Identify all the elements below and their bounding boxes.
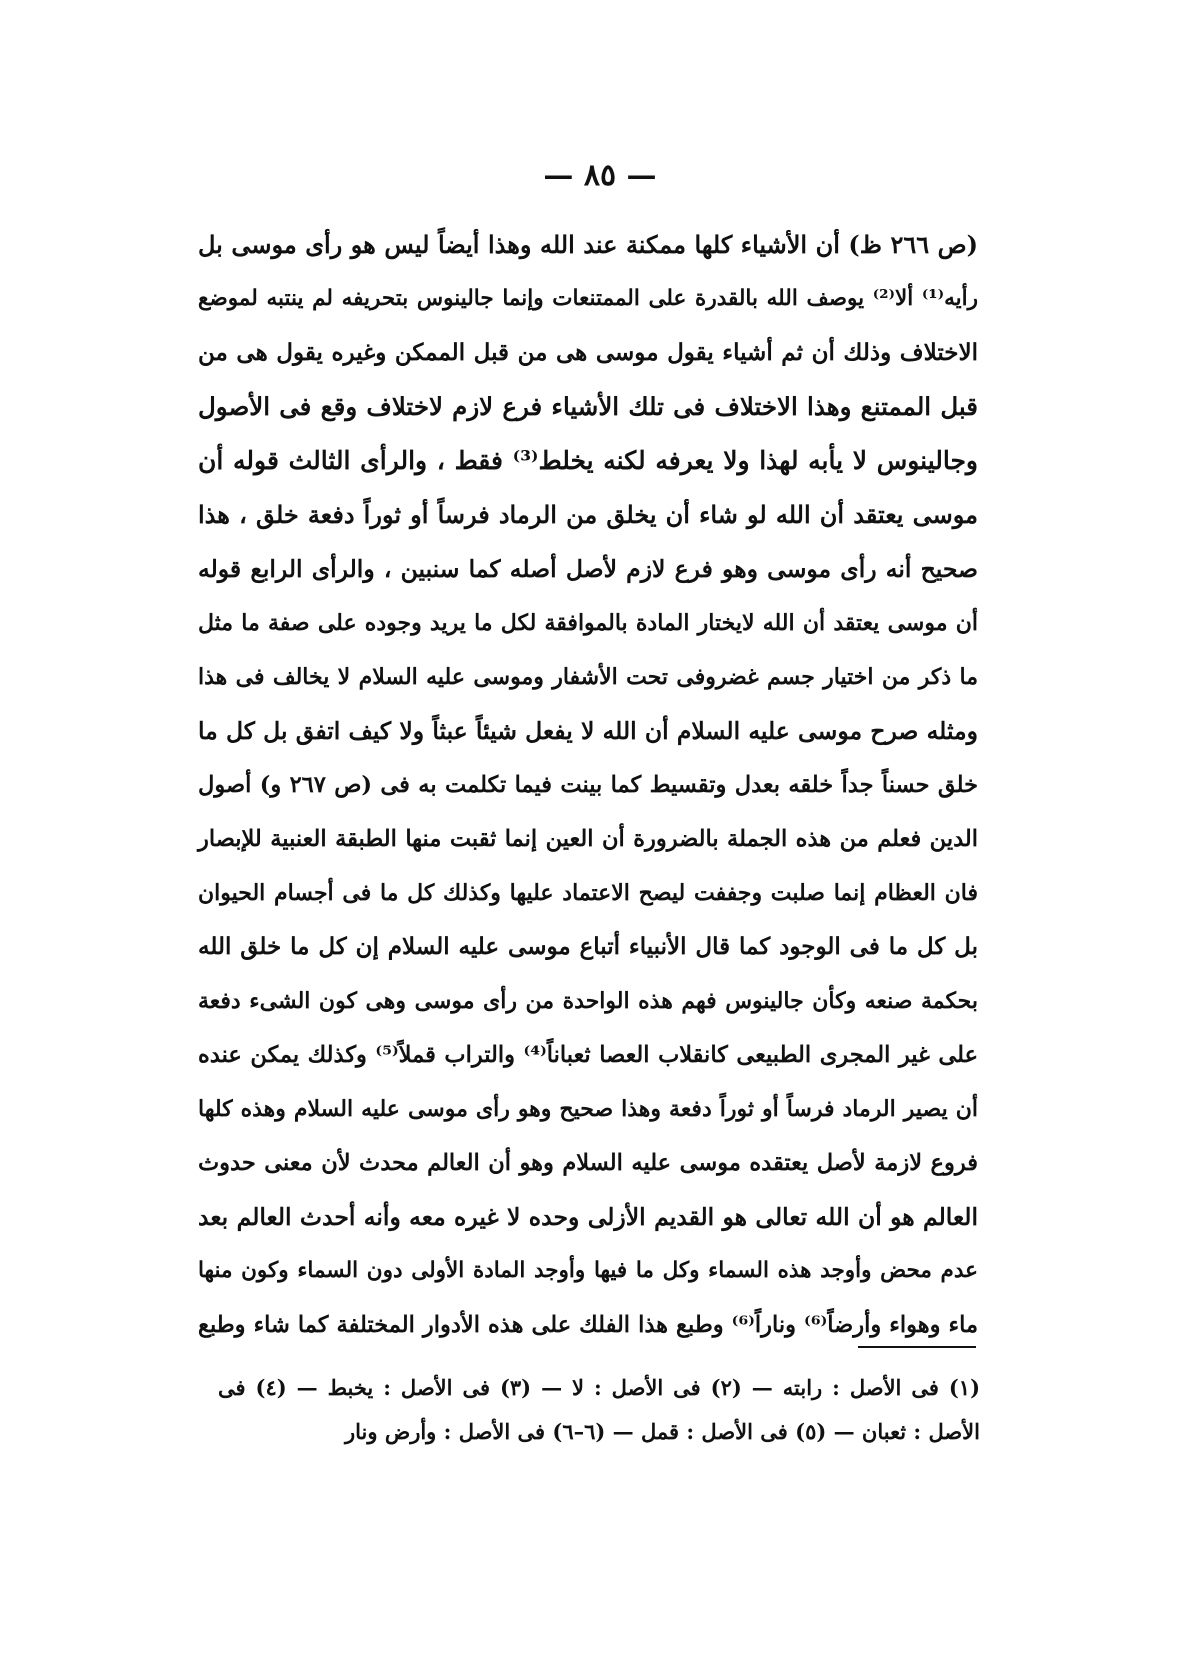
footnotes-block (218, 1366, 980, 1454)
text-line: رأيه⁽¹⁾ ألا⁽²⁾ يوصف الله بالقدرة على الممتنعات وإنما جالينوس بتحريفه لم ينتبه لموضع (198, 286, 978, 311)
text-line: بل كل ما فى الوجود كما قال الأنبياء أتباع موسى عليه السلام إن كل ما خلق الله (198, 933, 978, 960)
page-number: — ٨٥ — (543, 158, 657, 193)
text-line: عدم محض وأوجد هذه السماء وكل ما فيها وأوجد المادة الأولى دون السماء وكون منها (198, 1258, 978, 1283)
text-line: على غير المجرى الطبيعى كانقلاب العصا ثعباناً⁽⁴⁾ والتراب قملاً⁽⁵⁾ وكذلك يمكن عنده (198, 1042, 979, 1068)
text-line: بحكمة صنعه وكأن جالينوس فهم هذه الواحدة من رأى موسى وهى كون الشىء دفعة (198, 988, 978, 1014)
text-line: أن موسى يعتقد أن الله لايختار المادة بالموافقة لكل ما يريد وجوده على صفة ما مثل (198, 610, 978, 636)
text-line: الاختلاف وذلك أن ثم أشياء يقول موسى هى من قبل الممكن وغيره يقول هى من (198, 339, 978, 366)
footnote-line: (١) فى الأصل : رابته — (٢) فى الأصل : لا — (٣) فى الأصل : يخبط — (٤) فى (218, 1375, 981, 1400)
text-line: ما ذكر من اختيار جسم غضروفى تحت الأشفار وموسى عليه السلام لا يخالف فى هذا (198, 664, 978, 690)
footnote-divider (858, 1346, 976, 1348)
text-line: العالم هو أن الله تعالى هو القديم الأزلى وحده لا غيره معه وأنه أحدث العالم بعد (198, 1203, 978, 1231)
text-line: الدين فعلم من هذه الجملة بالضرورة أن العين إنما ثقبت منها الطبقة العنبية للإبصار (198, 826, 978, 852)
text-line: قبل الممتنع وهذا الاختلاف فى تلك الأشياء فرع لازم لاختلاف وقع فى الأصول (198, 392, 978, 421)
main-text-block (198, 218, 978, 1352)
text-line: صحيح أنه رأى موسى وهو فرع لازم لأصل أصله كما سنبين ، والرأى الرابع قوله (198, 555, 979, 583)
text-line: أن يصير الرماد فرساً أو ثوراً دفعة وهذا صحيح وهو رأى موسى عليه السلام وهذه كلها (198, 1096, 978, 1122)
text-line: ماء وهواء وأرضاً⁽⁶⁾ وناراً⁽⁶⁾ وطبع هذا الفلك على هذه الأدوار المختلفة كما شاء وطبع (198, 1312, 978, 1338)
text-line: فروع لازمة لأصل يعتقده موسى عليه السلام وهو أن العالم محدث لأن معنى حدوث (198, 1150, 978, 1176)
text-line: (ص ٢٦٦ ظ) أن الأشياء كلها ممكنة عند الله وهذا أيضاً ليس هو رأى موسى بل (198, 230, 978, 259)
text-line: فان العظام إنما صلبت وجففت ليصح الاعتماد عليها وكذلك كل ما فى أجسام الحيوان (198, 880, 978, 906)
text-line: موسى يعتقد أن الله لو شاء أن يخلق من الرماد فرساً أو ثوراً دفعة خلق ، هذا (198, 500, 978, 529)
footnote-line: الأصل : ثعبان — (٥) فى الأصل : قمل — (٦–٦) فى الأصل : وأرض ونار (344, 1419, 980, 1444)
text-line: خلق حسناً جداً خلقه بعدل وتقسيط كما بينت فيما تكلمت به فى (ص ٢٦٧ و) أصول (198, 772, 978, 798)
text-line: ومثله صرح موسى عليه السلام أن الله لا يفعل شيئاً عبثاً ولا كيف اتفق بل كل ما (198, 717, 978, 745)
text-line: وجالينوس لا يأبه لهذا ولا يعرفه لكنه يخلط⁽³⁾ فقط ، والرأى الثالث قوله أن (198, 446, 979, 475)
